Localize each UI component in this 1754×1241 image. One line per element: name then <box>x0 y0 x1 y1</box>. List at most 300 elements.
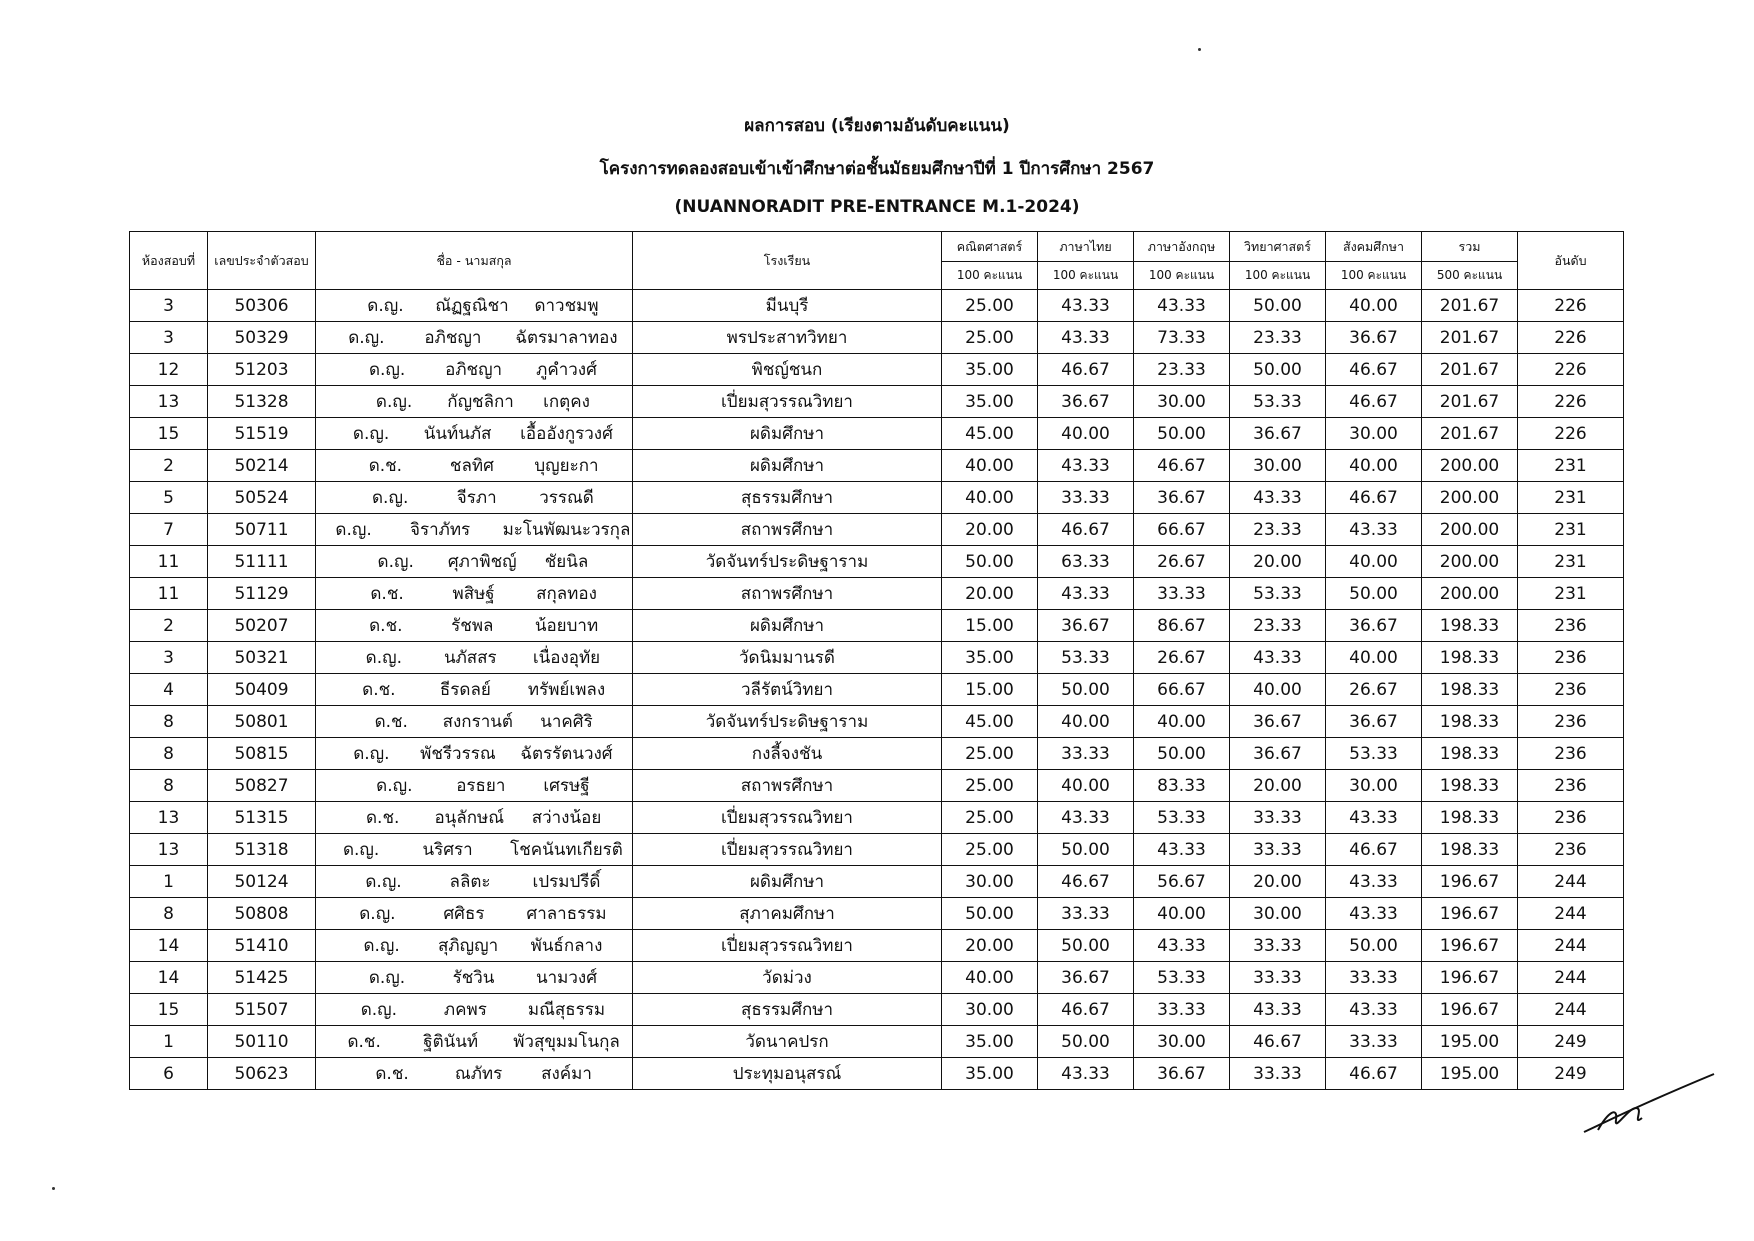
cell-rank: 236 <box>1518 674 1624 706</box>
cell-math: 20.00 <box>942 514 1038 546</box>
cell-exam-id: 50124 <box>208 866 316 898</box>
table-row <box>130 322 1624 354</box>
name-prefix: ด.ญ. <box>360 1000 398 1020</box>
cell-school: สถาพรศึกษา <box>633 770 942 802</box>
cell-english: 40.00 <box>1134 706 1230 738</box>
cell-social: 46.67 <box>1326 834 1422 866</box>
first-name: รัชวิน <box>452 968 495 988</box>
header-social-max: 100 คะแนน <box>1326 262 1422 290</box>
name-prefix: ด.ญ. <box>363 936 400 956</box>
last-name: ฉัตรรัตนวงศ์ <box>520 744 613 764</box>
cell-english: 86.67 <box>1134 610 1230 642</box>
header-school: โรงเรียน <box>633 232 942 290</box>
cell-school: วัดจันทร์ประดิษฐาราม <box>633 546 942 578</box>
cell-rank: 231 <box>1518 482 1624 514</box>
cell-thai: 43.33 <box>1038 578 1134 610</box>
cell-rank: 231 <box>1518 514 1624 546</box>
header-thai: ภาษาไทย <box>1038 232 1134 262</box>
cell-social: 43.33 <box>1326 514 1422 546</box>
cell-social: 40.00 <box>1326 450 1422 482</box>
cell-name <box>316 962 633 994</box>
name-prefix: ด.ญ. <box>365 648 402 668</box>
last-name: ฉัตรมาลาทอง <box>515 328 618 348</box>
cell-science: 43.33 <box>1230 642 1326 674</box>
cell-school: พรประสาทวิทยา <box>633 322 942 354</box>
cell-total: 200.00 <box>1422 578 1518 610</box>
cell-school: เปี่ยมสุวรรณวิทยา <box>633 834 942 866</box>
first-name: ศศิธร <box>443 904 485 924</box>
first-name: ลลิตะ <box>449 872 491 892</box>
cell-school: ผดิมศึกษา <box>633 418 942 450</box>
cell-school: ผดิมศึกษา <box>633 610 942 642</box>
cell-rank: 244 <box>1518 930 1624 962</box>
cell-social: 40.00 <box>1326 546 1422 578</box>
last-name: นามวงศ์ <box>535 968 597 988</box>
cell-school: สุธรรมศึกษา <box>633 994 942 1026</box>
table-row <box>130 674 1624 706</box>
cell-total: 201.67 <box>1422 418 1518 450</box>
cell-room: 3 <box>130 322 208 354</box>
last-name: พันธ์กลาง <box>530 936 603 956</box>
cell-thai: 36.67 <box>1038 386 1134 418</box>
last-name: สว่างน้อย <box>531 808 602 828</box>
first-name: สงกรานต์ <box>442 712 513 732</box>
cell-social: 46.67 <box>1326 482 1422 514</box>
cell-room: 2 <box>130 610 208 642</box>
cell-math: 40.00 <box>942 962 1038 994</box>
cell-school: เปี่ยมสุวรรณวิทยา <box>633 802 942 834</box>
cell-rank: 249 <box>1518 1026 1624 1058</box>
cell-social: 33.33 <box>1326 962 1422 994</box>
last-name: น้อยบาท <box>534 616 599 636</box>
cell-math: 25.00 <box>942 738 1038 770</box>
cell-rank: 249 <box>1518 1058 1624 1090</box>
cell-rank: 236 <box>1518 610 1624 642</box>
last-name: เกตุคง <box>543 392 590 412</box>
cell-social: 43.33 <box>1326 802 1422 834</box>
last-name: มะโนพัฒนะวรกุล <box>502 520 631 540</box>
cell-science: 33.33 <box>1230 1058 1326 1090</box>
first-name: ศุภาพิชญ์ <box>447 552 517 572</box>
first-name: ณัฏฐณิชา <box>435 296 509 316</box>
cell-math: 25.00 <box>942 322 1038 354</box>
cell-total: 196.67 <box>1422 994 1518 1026</box>
name-prefix: ด.ช. <box>369 616 403 636</box>
table-row <box>130 354 1624 386</box>
cell-total: 196.67 <box>1422 898 1518 930</box>
cell-science: 20.00 <box>1230 770 1326 802</box>
first-name: อภิชญา <box>424 328 482 348</box>
cell-total: 198.33 <box>1422 738 1518 770</box>
cell-english: 33.33 <box>1134 578 1230 610</box>
cell-science: 53.33 <box>1230 386 1326 418</box>
last-name: ชัยนิล <box>544 552 589 572</box>
header-name: ชื่อ - นามสกุล <box>316 232 633 290</box>
cell-rank: 236 <box>1518 802 1624 834</box>
cell-name <box>316 482 633 514</box>
name-prefix: ด.ญ. <box>368 968 406 988</box>
cell-rank: 244 <box>1518 866 1624 898</box>
table-row <box>130 514 1624 546</box>
cell-school: เปี่ยมสุวรรณวิทยา <box>633 386 942 418</box>
cell-school: ผดิมศึกษา <box>633 866 942 898</box>
table-row <box>130 418 1624 450</box>
header-math-max: 100 คะแนน <box>942 262 1038 290</box>
cell-rank: 236 <box>1518 738 1624 770</box>
table-row <box>130 706 1624 738</box>
cell-math: 35.00 <box>942 1026 1038 1058</box>
name-prefix: ด.ญ. <box>348 328 385 348</box>
cell-school: วัดนาคปรก <box>633 1026 942 1058</box>
cell-exam-id: 50207 <box>208 610 316 642</box>
table-row <box>130 770 1624 802</box>
cell-name <box>316 1058 633 1090</box>
cell-thai: 50.00 <box>1038 1026 1134 1058</box>
cell-total: 200.00 <box>1422 482 1518 514</box>
cell-english: 30.00 <box>1134 386 1230 418</box>
cell-name <box>316 930 633 962</box>
header-english: ภาษาอังกฤษ <box>1134 232 1230 262</box>
cell-room: 1 <box>130 866 208 898</box>
last-name: ศาลาธรรม <box>526 904 607 924</box>
table-row <box>130 802 1624 834</box>
cell-science: 36.67 <box>1230 418 1326 450</box>
cell-english: 46.67 <box>1134 450 1230 482</box>
first-name: ธีรดลย์ <box>439 680 491 700</box>
cell-total: 200.00 <box>1422 514 1518 546</box>
cell-english: 53.33 <box>1134 962 1230 994</box>
cell-thai: 36.67 <box>1038 610 1134 642</box>
cell-thai: 33.33 <box>1038 738 1134 770</box>
cell-science: 33.33 <box>1230 930 1326 962</box>
cell-exam-id: 50110 <box>208 1026 316 1058</box>
header-thai-max: 100 คะแนน <box>1038 262 1134 290</box>
table-row <box>130 482 1624 514</box>
cell-name <box>316 610 633 642</box>
table-row <box>130 578 1624 610</box>
table-row <box>130 930 1624 962</box>
first-name: จีรภา <box>456 488 497 508</box>
cell-science: 33.33 <box>1230 802 1326 834</box>
last-name: เนื่องอุทัย <box>532 648 601 668</box>
header-total: รวม <box>1422 232 1518 262</box>
first-name: ชลทิศ <box>449 456 494 476</box>
cell-thai: 50.00 <box>1038 930 1134 962</box>
cell-english: 36.67 <box>1134 482 1230 514</box>
cell-room: 11 <box>130 578 208 610</box>
cell-math: 25.00 <box>942 834 1038 866</box>
cell-math: 45.00 <box>942 418 1038 450</box>
header-science: วิทยาศาสตร์ <box>1230 232 1326 262</box>
cell-social: 40.00 <box>1326 290 1422 322</box>
cell-school: สุธรรมศึกษา <box>633 482 942 514</box>
cell-total: 200.00 <box>1422 450 1518 482</box>
cell-social: 30.00 <box>1326 770 1422 802</box>
cell-social: 50.00 <box>1326 578 1422 610</box>
cell-name <box>316 898 633 930</box>
cell-social: 43.33 <box>1326 898 1422 930</box>
cell-total: 201.67 <box>1422 386 1518 418</box>
cell-exam-id: 50214 <box>208 450 316 482</box>
cell-exam-id: 51425 <box>208 962 316 994</box>
cell-name <box>316 354 633 386</box>
cell-school: วลีรัตน์วิทยา <box>633 674 942 706</box>
cell-science: 46.67 <box>1230 1026 1326 1058</box>
name-prefix: ด.ญ. <box>367 296 404 316</box>
cell-room: 8 <box>130 898 208 930</box>
document-project-name: (NUANNORADIT PRE-ENTRANCE M.1-2024) <box>674 197 1080 217</box>
cell-thai: 40.00 <box>1038 418 1134 450</box>
cell-social: 53.33 <box>1326 738 1422 770</box>
cell-thai: 46.67 <box>1038 354 1134 386</box>
cell-room: 2 <box>130 450 208 482</box>
first-name: รัชพล <box>451 616 494 636</box>
cell-thai: 53.33 <box>1038 642 1134 674</box>
table-row <box>130 386 1624 418</box>
cell-total: 198.33 <box>1422 770 1518 802</box>
results-table-body <box>130 290 1624 1090</box>
cell-rank: 226 <box>1518 354 1624 386</box>
name-prefix: ด.ญ. <box>377 552 414 572</box>
cell-science: 23.33 <box>1230 610 1326 642</box>
cell-thai: 43.33 <box>1038 322 1134 354</box>
name-prefix: ด.ญ. <box>353 744 390 764</box>
name-prefix: ด.ช. <box>375 1064 409 1084</box>
name-prefix: ด.ช. <box>362 680 396 700</box>
name-prefix: ด.ช. <box>347 1032 381 1052</box>
cell-exam-id: 50321 <box>208 642 316 674</box>
cell-total: 198.33 <box>1422 834 1518 866</box>
cell-rank: 226 <box>1518 322 1624 354</box>
cell-total: 196.67 <box>1422 962 1518 994</box>
cell-math: 30.00 <box>942 994 1038 1026</box>
cell-room: 15 <box>130 994 208 1026</box>
cell-school: วัดม่วง <box>633 962 942 994</box>
cell-thai: 50.00 <box>1038 674 1134 706</box>
cell-exam-id: 51410 <box>208 930 316 962</box>
cell-english: 56.67 <box>1134 866 1230 898</box>
cell-room: 5 <box>130 482 208 514</box>
first-name: อนุลักษณ์ <box>434 808 504 828</box>
header-room: ห้องสอบที่ <box>130 232 208 290</box>
cell-total: 195.00 <box>1422 1058 1518 1090</box>
cell-english: 40.00 <box>1134 898 1230 930</box>
cell-social: 33.33 <box>1326 1026 1422 1058</box>
cell-name <box>316 802 633 834</box>
cell-name <box>316 322 633 354</box>
cell-rank: 231 <box>1518 450 1624 482</box>
cell-thai: 46.67 <box>1038 866 1134 898</box>
name-prefix: ด.ช. <box>368 456 403 476</box>
first-name: นริศรา <box>422 840 473 860</box>
last-name: โชคนันทเกียรติ <box>510 840 623 860</box>
last-name: มณีสุธรรม <box>527 1000 606 1020</box>
cell-exam-id: 51507 <box>208 994 316 1026</box>
name-prefix: ด.ช. <box>370 584 404 604</box>
cell-science: 23.33 <box>1230 514 1326 546</box>
cell-science: 50.00 <box>1230 354 1326 386</box>
header-social: สังคมศึกษา <box>1326 232 1422 262</box>
cell-english: 73.33 <box>1134 322 1230 354</box>
cell-math: 50.00 <box>942 898 1038 930</box>
cell-total: 198.33 <box>1422 802 1518 834</box>
cell-rank: 226 <box>1518 386 1624 418</box>
cell-exam-id: 51519 <box>208 418 316 450</box>
cell-social: 30.00 <box>1326 418 1422 450</box>
cell-english: 26.67 <box>1134 546 1230 578</box>
cell-school: ประทุมอนุสรณ์ <box>633 1058 942 1090</box>
cell-school: เปี่ยมสุวรรณวิทยา <box>633 930 942 962</box>
first-name: อภิชญา <box>445 360 503 380</box>
cell-rank: 244 <box>1518 962 1624 994</box>
cell-math: 15.00 <box>942 610 1038 642</box>
table-row <box>130 866 1624 898</box>
table-row <box>130 610 1624 642</box>
first-name: นภัสสร <box>443 648 497 668</box>
table-row <box>130 962 1624 994</box>
cell-thai: 46.67 <box>1038 994 1134 1026</box>
first-name: ณภัทร <box>454 1064 503 1084</box>
cell-social: 36.67 <box>1326 706 1422 738</box>
cell-room: 3 <box>130 642 208 674</box>
cell-name <box>316 546 633 578</box>
document-subtitle: โครงการทดลองสอบเข้าเข้าศึกษาต่อชั้นมัธยมศึกษาปีที่ 1 ปีการศึกษา 2567 <box>599 159 1155 179</box>
cell-english: 43.33 <box>1134 290 1230 322</box>
cell-thai: 33.33 <box>1038 482 1134 514</box>
cell-school: สถาพรศึกษา <box>633 578 942 610</box>
last-name: สกุลทอง <box>536 584 597 604</box>
cell-name <box>316 642 633 674</box>
cell-math: 45.00 <box>942 706 1038 738</box>
last-name: สงค์มา <box>541 1064 592 1084</box>
cell-total: 201.67 <box>1422 354 1518 386</box>
cell-math: 35.00 <box>942 1058 1038 1090</box>
cell-room: 3 <box>130 290 208 322</box>
cell-thai: 33.33 <box>1038 898 1134 930</box>
cell-rank: 226 <box>1518 418 1624 450</box>
cell-total: 195.00 <box>1422 1026 1518 1058</box>
header-total-max: 500 คะแนน <box>1422 262 1518 290</box>
last-name: วรรณดี <box>539 488 594 508</box>
first-name: กัญชลิกา <box>447 392 514 412</box>
header-exam-id: เลขประจำตัวสอบ <box>208 232 316 290</box>
cell-rank: 244 <box>1518 994 1624 1026</box>
cell-room: 8 <box>130 706 208 738</box>
scan-speck <box>1198 48 1201 51</box>
cell-name <box>316 994 633 1026</box>
last-name: เปรมปรีดิ์ <box>532 872 601 892</box>
cell-total: 201.67 <box>1422 322 1518 354</box>
cell-science: 20.00 <box>1230 866 1326 898</box>
header-science-max: 100 คะแนน <box>1230 262 1326 290</box>
cell-english: 33.33 <box>1134 994 1230 1026</box>
cell-rank: 231 <box>1518 546 1624 578</box>
cell-name <box>316 834 633 866</box>
cell-school: วัดจันทร์ประดิษฐาราม <box>633 706 942 738</box>
cell-english: 30.00 <box>1134 1026 1230 1058</box>
cell-social: 43.33 <box>1326 866 1422 898</box>
cell-total: 200.00 <box>1422 546 1518 578</box>
cell-science: 40.00 <box>1230 674 1326 706</box>
name-prefix: ด.ญ. <box>376 776 413 796</box>
cell-math: 20.00 <box>942 578 1038 610</box>
last-name: ดาวชมพู <box>534 296 599 316</box>
last-name: เศรษฐี <box>543 776 590 796</box>
first-name: ฐิตินันท์ <box>423 1032 479 1052</box>
cell-school: พิชญ์ชนก <box>633 354 942 386</box>
name-prefix: ด.ญ. <box>365 872 402 892</box>
cell-math: 30.00 <box>942 866 1038 898</box>
cell-math: 40.00 <box>942 482 1038 514</box>
cell-exam-id: 51111 <box>208 546 316 578</box>
cell-english: 23.33 <box>1134 354 1230 386</box>
cell-room: 8 <box>130 738 208 770</box>
cell-exam-id: 50306 <box>208 290 316 322</box>
cell-math: 35.00 <box>942 642 1038 674</box>
table-row <box>130 1026 1624 1058</box>
name-prefix: ด.ช. <box>374 712 408 732</box>
cell-math: 25.00 <box>942 290 1038 322</box>
cell-rank: 236 <box>1518 834 1624 866</box>
cell-english: 43.33 <box>1134 930 1230 962</box>
cell-room: 13 <box>130 834 208 866</box>
scan-speck <box>52 1187 55 1190</box>
cell-math: 35.00 <box>942 354 1038 386</box>
name-prefix: ด.ญ. <box>368 360 406 380</box>
cell-exam-id: 51203 <box>208 354 316 386</box>
cell-science: 36.67 <box>1230 738 1326 770</box>
table-row <box>130 290 1624 322</box>
cell-exam-id: 50409 <box>208 674 316 706</box>
cell-rank: 236 <box>1518 706 1624 738</box>
table-row <box>130 738 1624 770</box>
cell-exam-id: 51129 <box>208 578 316 610</box>
cell-thai: 43.33 <box>1038 1058 1134 1090</box>
cell-name <box>316 450 633 482</box>
signature-icon <box>1578 1068 1718 1140</box>
table-row <box>130 898 1624 930</box>
last-name: บุญยะกา <box>534 456 599 476</box>
cell-name <box>316 738 633 770</box>
cell-rank: 231 <box>1518 578 1624 610</box>
cell-exam-id: 50801 <box>208 706 316 738</box>
table-row <box>130 546 1624 578</box>
cell-thai: 63.33 <box>1038 546 1134 578</box>
cell-english: 66.67 <box>1134 514 1230 546</box>
cell-exam-id: 50808 <box>208 898 316 930</box>
cell-room: 12 <box>130 354 208 386</box>
cell-thai: 43.33 <box>1038 802 1134 834</box>
cell-room: 6 <box>130 1058 208 1090</box>
name-prefix: ด.ช. <box>366 808 400 828</box>
cell-social: 46.67 <box>1326 386 1422 418</box>
cell-science: 33.33 <box>1230 834 1326 866</box>
cell-rank: 236 <box>1518 642 1624 674</box>
cell-room: 4 <box>130 674 208 706</box>
cell-name <box>316 770 633 802</box>
cell-science: 43.33 <box>1230 482 1326 514</box>
cell-english: 50.00 <box>1134 418 1230 450</box>
last-name: พัวสุขุมมโนกุล <box>513 1032 620 1052</box>
cell-thai: 43.33 <box>1038 290 1134 322</box>
first-name: พสิษฐ์ <box>452 584 495 604</box>
cell-rank: 244 <box>1518 898 1624 930</box>
first-name: พัชรีวรรณ <box>420 744 496 764</box>
cell-social: 43.33 <box>1326 994 1422 1026</box>
name-prefix: ด.ญ. <box>375 392 413 412</box>
cell-rank: 236 <box>1518 770 1624 802</box>
cell-school: สุภาคมศึกษา <box>633 898 942 930</box>
